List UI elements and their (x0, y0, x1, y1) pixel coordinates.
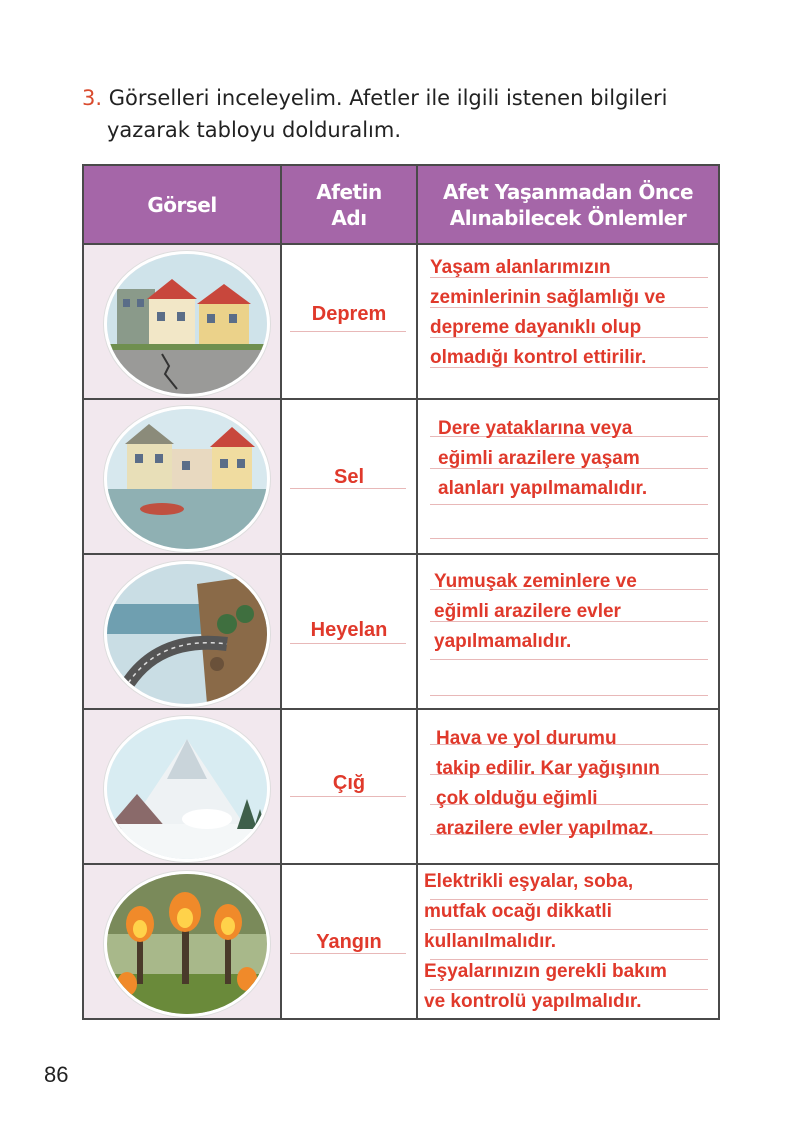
answer-cell (417, 864, 719, 1019)
answer-text (424, 867, 718, 1017)
answer-line-text: alanları yapılmamalıdır. (438, 478, 648, 499)
answer-line-text: olmadığı kontrol ettirilir. (430, 347, 647, 368)
name-cell (281, 554, 417, 709)
answer-line-text: Elektrikli eşyalar, soba, (424, 871, 634, 892)
image-cell (83, 244, 281, 399)
answer-text (438, 414, 712, 504)
flood-illustration-icon (104, 406, 270, 552)
disaster-name: Sel (333, 466, 365, 488)
header-name-line-1: Afetin (316, 179, 382, 204)
ruled-line (430, 659, 708, 660)
ruled-line (430, 695, 708, 696)
answer-line (290, 953, 406, 954)
answer-line (290, 796, 406, 797)
image-cell (83, 709, 281, 864)
header-name (281, 165, 417, 244)
answer-line (290, 488, 406, 489)
header-measures-line-1: Afet Yaşanmadan Önce (442, 179, 694, 204)
disaster-name: Çığ (332, 772, 366, 794)
answer-line-text: Eşyalarınızın gerekli bakım (424, 961, 667, 982)
question-line-1: Görselleri inceleyelim. Afetler ile ilgili istenen bilgileri (108, 86, 668, 110)
table-row (83, 244, 719, 399)
answer-line-text: çok olduğu eğimli (436, 788, 598, 809)
answer-line-text: kullanılmalıdır. (424, 931, 556, 952)
answer-line-text: takip edilir. Kar yağışının (436, 758, 660, 779)
answer-cell (417, 554, 719, 709)
page-number: 86 (44, 1062, 69, 1087)
name-cell (281, 399, 417, 554)
image-cell (83, 399, 281, 554)
answer-cell (417, 399, 719, 554)
answer-text (436, 724, 712, 844)
answer-line-text: Hava ve yol durumu (436, 728, 617, 749)
name-cell (281, 864, 417, 1019)
table-row (83, 399, 719, 554)
earthquake-illustration-icon (104, 251, 270, 397)
answer-line-text: Yaşam alanlarımızın (430, 257, 611, 278)
answer-line-text: zeminlerinin sağlamlığı ve (430, 287, 666, 308)
header-image: Görsel (83, 165, 281, 244)
table-header-row (83, 165, 719, 244)
answer-line (290, 643, 406, 644)
answer-line-text: yapılmamalıdır. (434, 631, 572, 652)
image-cell (83, 864, 281, 1019)
disaster-name: Heyelan (310, 619, 388, 641)
answer-line-text: Yumuşak zeminlere ve (434, 571, 637, 592)
header-name-line-2: Adı (331, 205, 367, 230)
header-measures (417, 165, 719, 244)
disaster-name: Yangın (316, 931, 382, 953)
ruled-line (430, 538, 708, 539)
question-number: 3. (82, 86, 103, 110)
answer-cell (417, 244, 719, 399)
avalanche-illustration-icon (104, 716, 270, 862)
name-cell (281, 244, 417, 399)
answer-line-text: depreme dayanıklı olup (430, 317, 642, 338)
disaster-table (82, 164, 720, 1020)
name-cell (281, 709, 417, 864)
answer-line-text: eğimli arazilere yaşam (438, 448, 640, 469)
answer-text (434, 567, 712, 657)
wildfire-illustration-icon (104, 871, 270, 1017)
image-cell (83, 554, 281, 709)
answer-line-text: arazilere evler yapılmaz. (436, 818, 654, 839)
disaster-name: Deprem (311, 303, 387, 325)
answer-text (430, 253, 712, 373)
table-row (83, 709, 719, 864)
question-line-2: yazarak tabloyu dolduralım. (107, 118, 402, 142)
answer-line-text: mutfak ocağı dikkatli (424, 901, 612, 922)
ruled-line (430, 504, 708, 505)
answer-line-text: eğimli arazilere evler (434, 601, 621, 622)
answer-line (290, 331, 406, 332)
answer-cell (417, 709, 719, 864)
question-text (82, 82, 722, 146)
landslide-illustration-icon (104, 561, 270, 707)
table-row (83, 864, 719, 1019)
answer-line-text: Dere yataklarına veya (438, 418, 633, 439)
table-row (83, 554, 719, 709)
header-measures-line-2: Alınabilecek Önlemler (449, 205, 687, 230)
answer-line-text: ve kontrolü yapılmalıdır. (424, 991, 642, 1012)
